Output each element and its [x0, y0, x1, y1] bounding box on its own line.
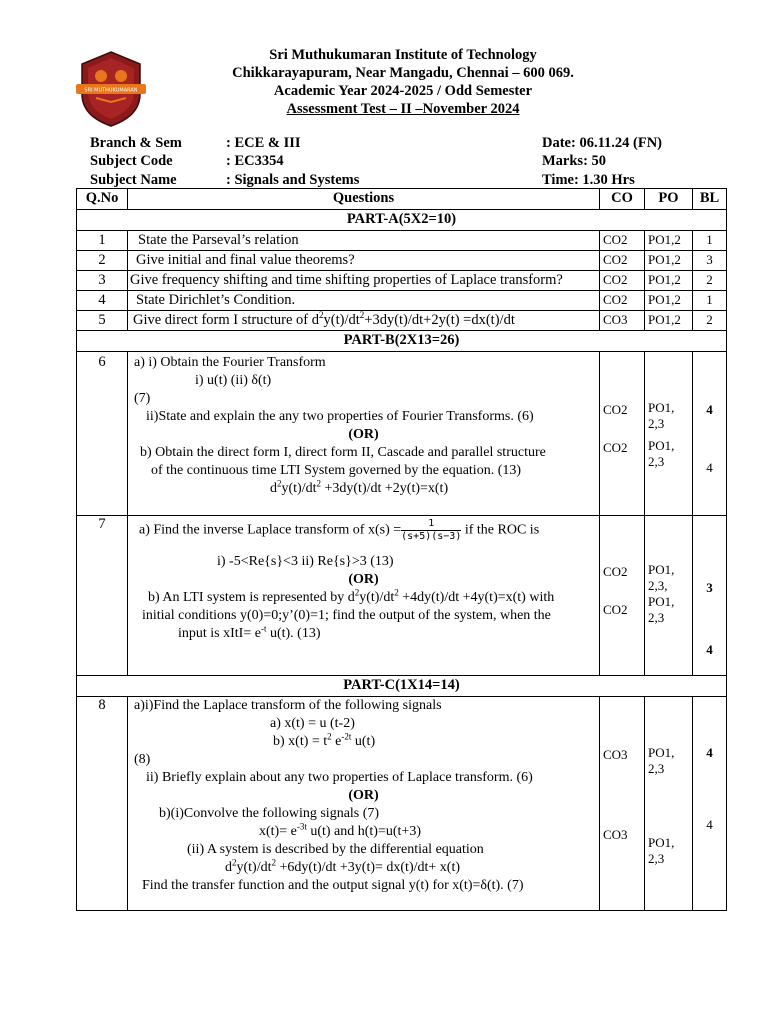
branch-value: : ECE & III	[226, 135, 301, 151]
po-value: PO1, 2,3, PO1, 2,3	[645, 516, 693, 676]
question-number: 5	[77, 311, 128, 331]
question-text: a)i)Find the Laplace transform of the following signals a) x(t) = u (t-2) b) $x(t) = t^2$ $e^{-2t}$ u(t) (8) ii) Briefly explain about any two properties of Laplace transform. (6) (OR) b)(i)Convolve the following signals (7) $x(t)= e^{-3t}$ u(t) and h(t)=u(t+3) (ii) A system is described by the differential equation $d^2y(t)/dt^2 +6dy(t)/dt +3y(t)= dx(t)/dt+ x(t)$ Find the transfer function and the output signal y(t) for x(t)=δ(t). (7)	[128, 697, 600, 911]
part-c-title: PART-C(1X14=14)	[77, 676, 727, 697]
part-a-title: PART-A(5X2=10)	[77, 210, 727, 231]
bl-value: 4 4	[693, 352, 727, 516]
table-row	[77, 697, 727, 911]
question-number: 8	[77, 697, 128, 911]
co-value: CO2	[600, 251, 645, 271]
question-number: 4	[77, 291, 128, 311]
co-value: CO2	[600, 231, 645, 251]
question-text: a) Find the inverse Laplace transform of x(s) = $\frac{1}{(s+5)(s-3)}$ if the ROC is i) -5<Re{s}<3 ii) Re{s}>3 (13) (OR) b) An LTI system is represented by $d^2y(t)/dt^2 +4dy(t)/dt +4y(t)=x(t)$ with initial conditions y(0)=0;y’(0)=1; find the output of the system, when the input is xItI= $e^{-t}$ u(t). (13)	[128, 516, 600, 676]
po-value: PO1,2	[645, 231, 693, 251]
part-b-heading-row	[77, 331, 727, 352]
co-value: CO3	[600, 311, 645, 331]
subject-code-value: : EC3354	[226, 153, 284, 170]
co-value: CO2 CO2	[600, 352, 645, 516]
question-text: Give initial and final value theorems?	[128, 251, 600, 271]
po-value: PO1,2	[645, 311, 693, 331]
fraction: $\frac{1}{(s+5)(s-3)}$	[401, 518, 462, 542]
question-number: 3	[77, 271, 128, 291]
po-value: PO1,2	[645, 291, 693, 311]
question-number: 6	[77, 352, 128, 516]
exam-date: Date: 06.11.24 (FN)	[542, 135, 663, 151]
question-number: 7	[77, 516, 128, 676]
table-row	[77, 352, 727, 516]
table-row	[77, 251, 727, 271]
bl-value: 2	[693, 311, 727, 331]
institute-logo	[74, 50, 148, 128]
col-qno: Q.No	[77, 189, 128, 210]
bl-value: 1	[693, 291, 727, 311]
table-row	[77, 516, 727, 676]
exam-time: Time: 1.30 Hrs	[542, 171, 635, 188]
part-c-heading-row	[77, 676, 727, 697]
table-row	[77, 311, 727, 331]
po-value: PO1, 2,3 PO1, 2,3	[645, 352, 693, 516]
test-title: Assessment Test – II –November 2024	[286, 101, 520, 117]
exam-header	[160, 46, 646, 118]
svg-text:SRI MUTHUKUMARAN: SRI MUTHUKUMARAN	[84, 87, 138, 94]
subject-name-value: : Signals and Systems	[226, 171, 360, 188]
question-number: 1	[77, 231, 128, 251]
po-value: PO1,2	[645, 271, 693, 291]
question-text: Give frequency shifting and time shifting properties of Laplace transform?	[128, 271, 600, 291]
question-text: Give direct form I structure of $d^2y(t)/dt^2+3dy(t)/dt+2y(t) =dx(t)/dt$	[128, 311, 600, 331]
po-value: PO1,2	[645, 251, 693, 271]
co-value: CO3 CO3	[600, 697, 645, 911]
part-a-heading-row	[77, 210, 727, 231]
table-row	[77, 271, 727, 291]
co-value: CO2 CO2	[600, 516, 645, 676]
question-table	[76, 188, 727, 911]
co-value: CO2	[600, 291, 645, 311]
subject-name-label: Subject Name	[90, 171, 177, 188]
table-row	[77, 231, 727, 251]
bl-value: 4 4	[693, 697, 727, 911]
col-po: PO	[645, 189, 693, 210]
subject-code-label: Subject Code	[90, 153, 173, 170]
col-co: CO	[600, 189, 645, 210]
exam-marks: Marks: 50	[542, 153, 607, 170]
question-text: State Dirichlet’s Condition.	[128, 291, 600, 311]
academic-year: Academic Year 2024-2025 / Odd Semester	[273, 83, 533, 99]
institute-name: Sri Muthukumaran Institute of Technology	[269, 47, 537, 63]
col-bl: BL	[693, 189, 727, 210]
bl-value: 1	[693, 231, 727, 251]
question-text: State the Parseval’s relation	[128, 231, 600, 251]
bl-value: 3 4	[693, 516, 727, 676]
institute-address: Chikkarayapuram, Near Mangadu, Chennai – 600 069.	[232, 65, 574, 81]
po-value: PO1, 2,3 PO1, 2,3	[645, 697, 693, 911]
col-questions: Questions	[128, 189, 600, 210]
bl-value: 3	[693, 251, 727, 271]
co-value: CO2	[600, 271, 645, 291]
table-header-row	[77, 189, 727, 210]
bl-value: 2	[693, 271, 727, 291]
question-number: 2	[77, 251, 128, 271]
question-text: a) i) Obtain the Fourier Transform i) u(t) (ii) δ(t) (7) ii)State and explain the any two properties of Fourier Transforms. (6) (OR) b) Obtain the direct form I, direct form II, Cascade and parallel structure of the continuous time LTI System governed by the equation. (13) $d^2y(t)/dt^2 +3dy(t)/dt +2y(t)=x(t)$	[128, 352, 600, 516]
part-b-title: PART-B(2X13=26)	[77, 331, 727, 352]
branch-label: Branch & Sem	[90, 135, 182, 151]
exam-meta	[90, 135, 690, 190]
table-row	[77, 291, 727, 311]
